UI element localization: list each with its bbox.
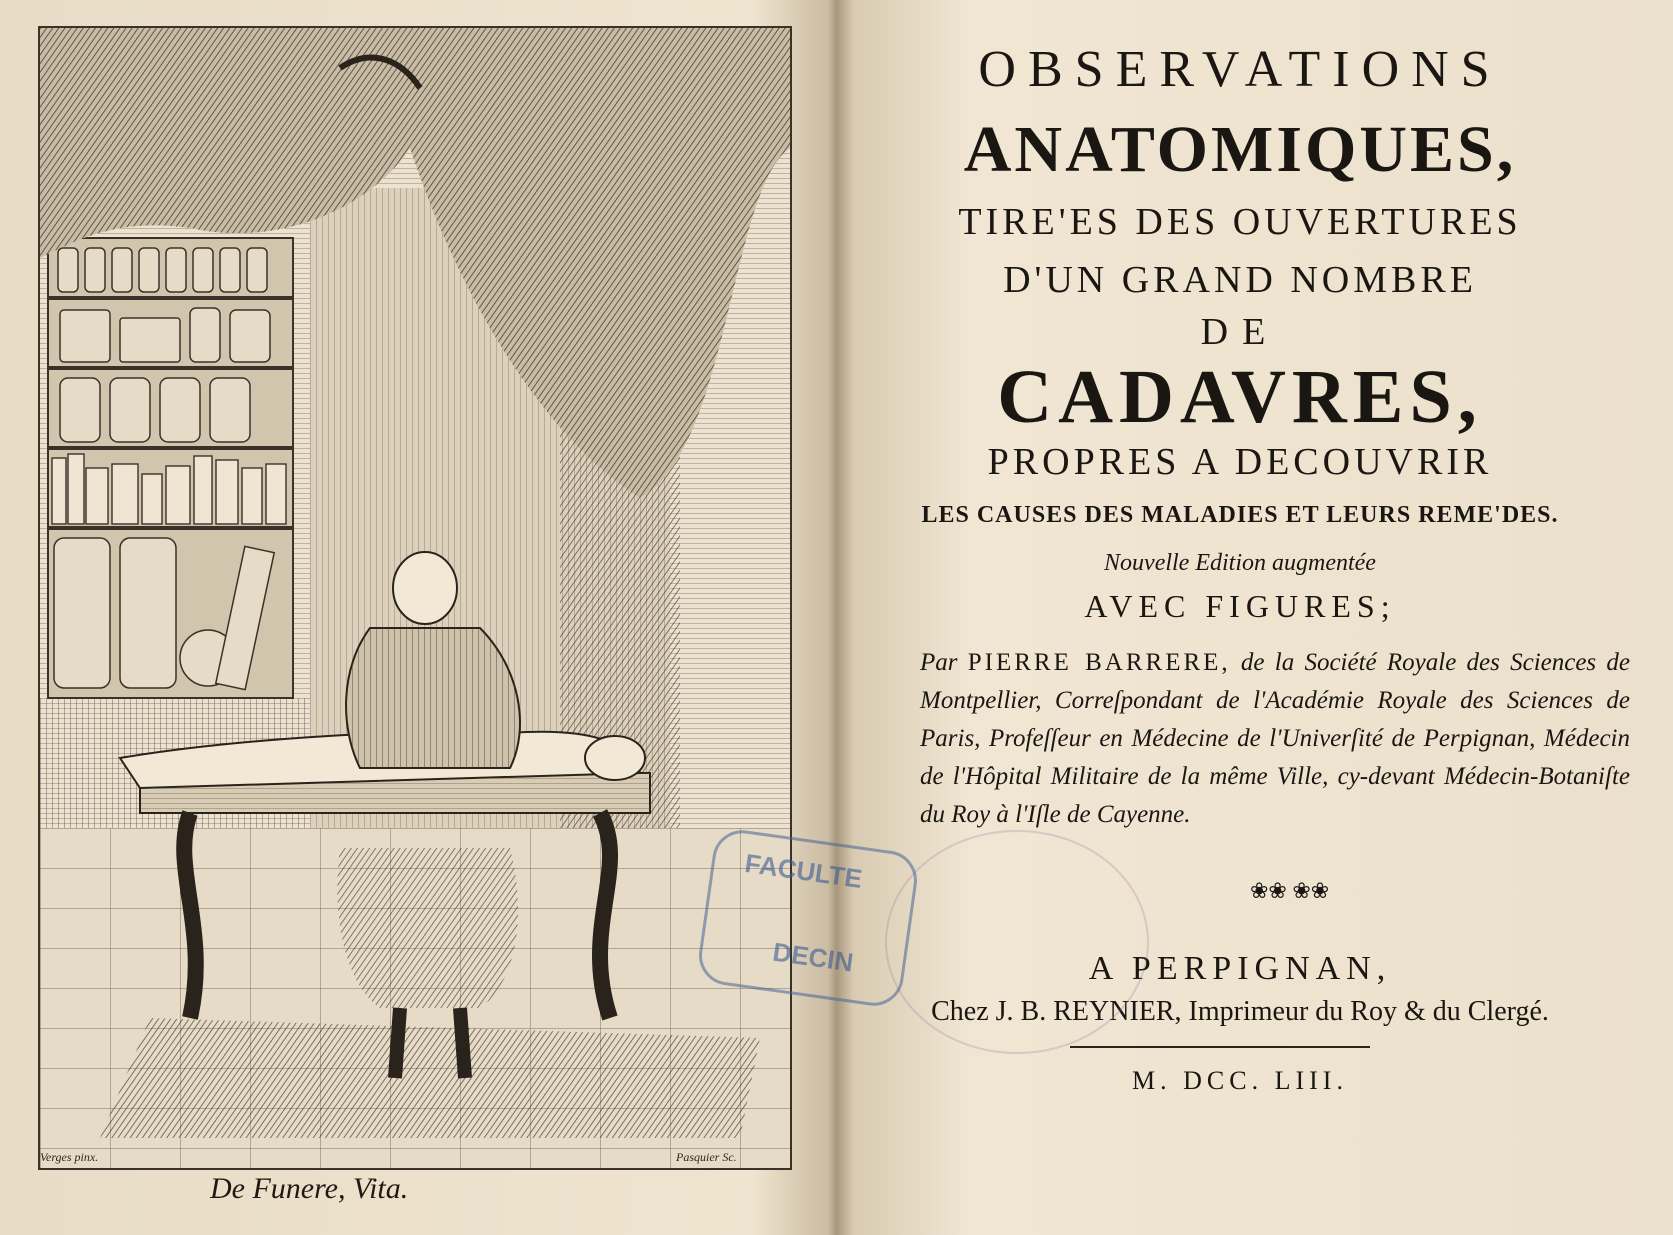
imprint-printer: Chez J. B. REYNIER, Imprimeur du Roy & du Clergé. [931,996,1549,1027]
title-line-causes: LES CAUSES DES MALADIES ET LEURS REME'DES. [921,502,1559,528]
title-line-cadavres: CADAVRES, [997,355,1483,439]
author-credentials: de la Société Royale des Sciences de Montpellier, Correſpondant de l'Académie Royale des Sciences de Paris, Profeſſeur en Médecine de l'Univerſité de Perpignan, Médecin de l'Hôpital Militaire de la même Ville, cy-devant Médecin-Botaniſte du Roy à l'Iſle de Cayenne. [920,649,1631,828]
title-line-observations: OBSERVATIONS [978,41,1502,98]
author-statement [920,644,1630,834]
title-line-figures: AVEC FIGURES; [1084,588,1396,624]
imprint-place: A PERPIGNAN, [1088,950,1392,987]
title-line-de: DE [1200,311,1280,353]
title-line-tirees: TIRE'ES DES OUVERTURES [958,201,1522,243]
stamp-text-bottom: DECIN [770,936,856,978]
library-stamp-faint [885,830,1149,1054]
engraving-illustration [40,28,790,1168]
engraver-credit-right: Pasquier Sc. [676,1150,737,1164]
engraver-credit-left: Verges pinx. [40,1150,99,1164]
library-stamp [695,826,921,1009]
title-line-grand-nombre: D'UN GRAND NOMBRE [1003,259,1477,301]
frontispiece-motto: De Funere, Vita. [210,1172,409,1205]
imprint-year: M. DCC. LIII. [1132,1066,1348,1095]
author-name: PIERRE BARRERE, [967,649,1231,676]
edition-note: Nouvelle Edition augmentée [1104,550,1376,576]
imprint-rule [1070,1046,1370,1048]
stamp-text-top: FACULTE [742,847,864,894]
engraving-plate [38,26,792,1170]
title-line-propres: PROPRES A DECOUVRIR [987,441,1493,483]
title-line-anatomiques: ANATOMIQUES, [963,113,1517,186]
author-prefix: Par [920,649,958,676]
printer-ornament: ❀❀ ❀❀ [1250,878,1330,903]
title-page [830,0,1673,1235]
frontispiece-page [0,0,820,1235]
